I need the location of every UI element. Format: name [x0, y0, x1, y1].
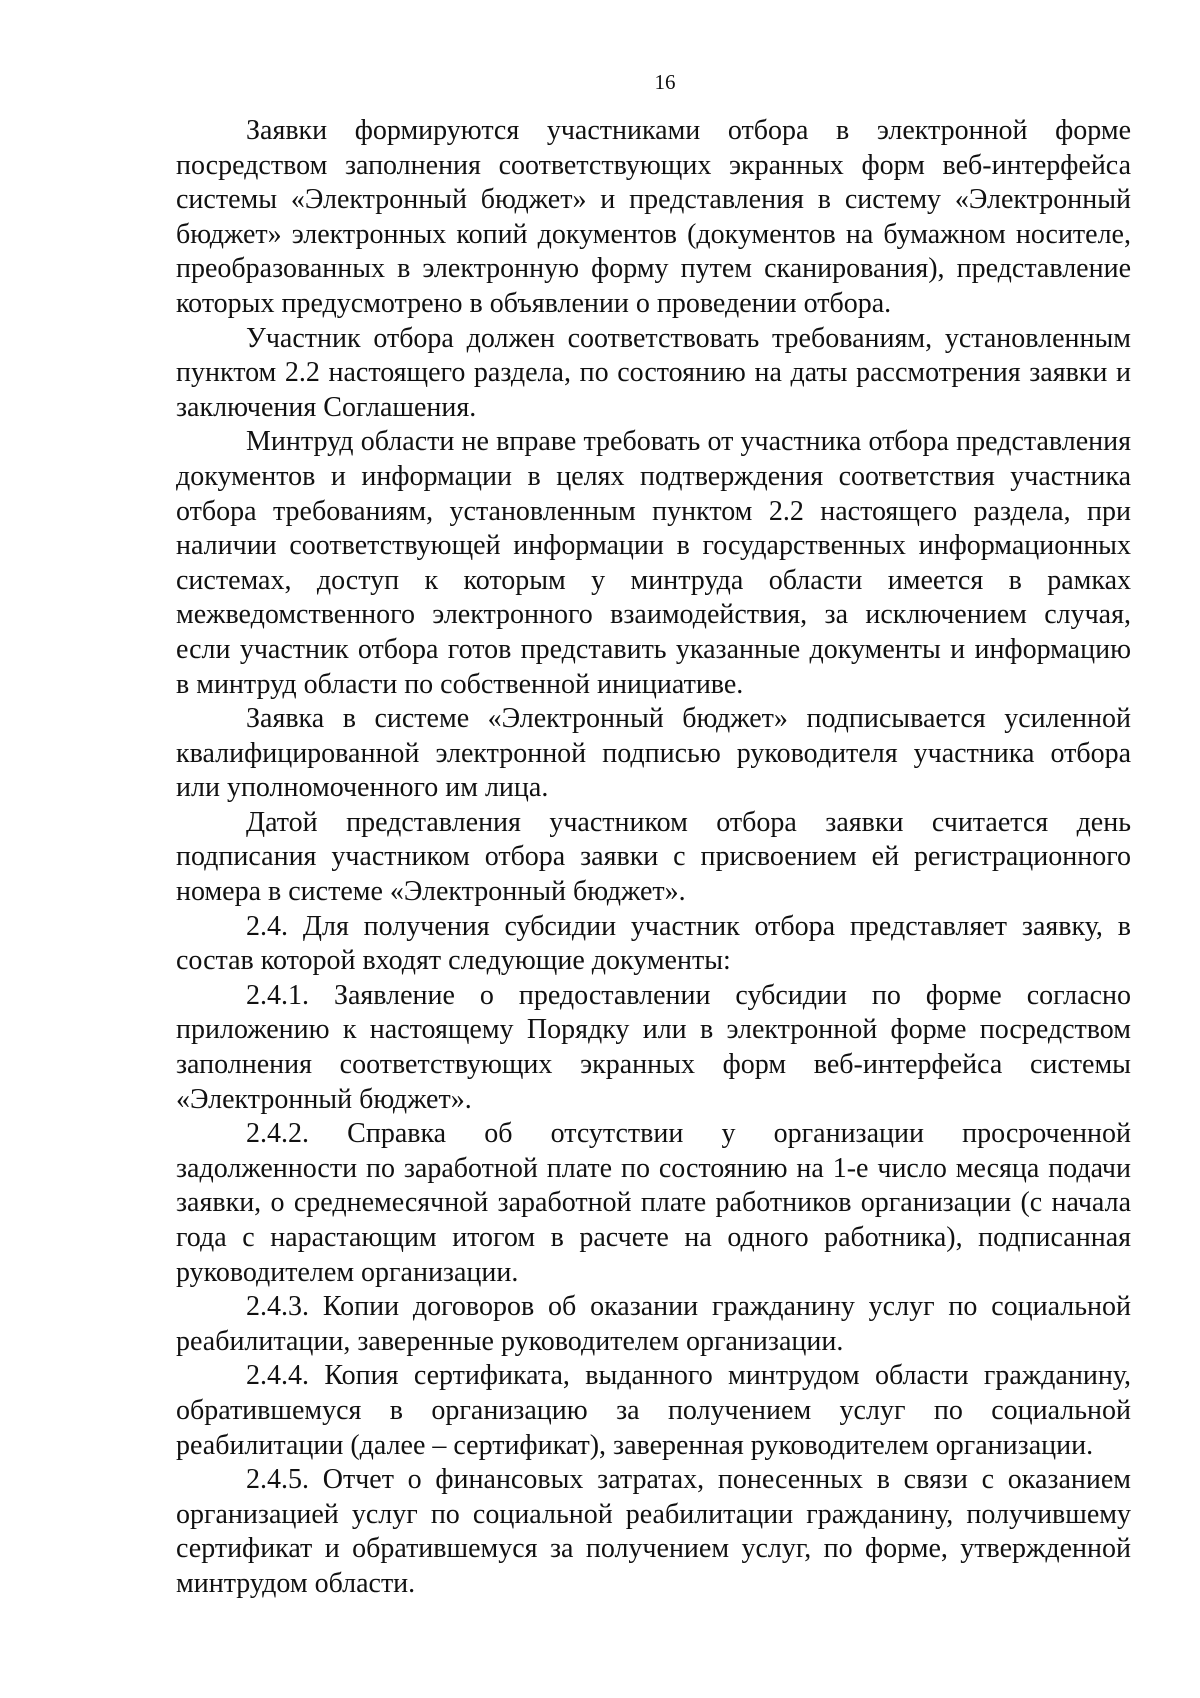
paragraph-section-2-4-2: 2.4.2. Справка об отсутствии у организации просроченной задолженности по заработной плате по состоянию на 1-е число месяца подачи заявки, о среднемесячной заработной плате работников организации (с начала года с нарастающим итогом в расчете на одного работника), подписанная руководителем организации. [176, 1118, 1131, 1288]
page-number: 16 [654, 70, 676, 94]
paragraph-submission-date: Датой представления участником отбора заявки считается день подписания участником отбора заявки с присвоением ей регистрационного номера в системе «Электронный бюджет». [176, 806, 1131, 908]
paragraph-application-signature: Заявка в системе «Электронный бюджет» подписывается усиленной квалифицированной электронной подписью руководителя участника отбора или уполномоченного им лица. [176, 703, 1131, 804]
paragraph-applications-submission: Заявки формируются участниками отбора в электронной форме посредством заполнения соответствующих экранных форм веб-интерфейса системы «Электронный бюджет» и представления в систему «Электронный бюджет» электронных копий документов (документов на бумажном носителе, преобразованных в электронную форму путем сканирования), представление которых предусмотрено в объявлении о проведении отбора. [176, 115, 1131, 319]
paragraph-section-2-4-4: 2.4.4. Копия сертификата, выданного минтрудом области гражданину, обратившемуся в организацию за получением услуг по социальной реабилитации (далее – сертификат), заверенная руководителем организации. [176, 1360, 1131, 1461]
paragraph-ministry-restrictions: Минтруд области не вправе требовать от участника отбора представления документов и информации в целях подтверждения соответствия участника отбора требованиям, установленным пунктом 2.2 настоящего раздела, при наличии соответствующей информации в государственных информационных системах, доступ к которым у минтруда области имеется в рамках межведомственного электронного взаимодействия, за исключением случая, если участник отбора готов представить указанные документы и информацию в минтруд области по собственной инициативе. [176, 426, 1131, 700]
paragraph-section-2-4-3: 2.4.3. Копии договоров об оказании гражданину услуг по социальной реабилитации, заверенные руководителем организации. [176, 1291, 1131, 1357]
paragraph-participant-requirements: Участник отбора должен соответствовать требованиям, установленным пунктом 2.2 настоящего раздела, по состоянию на даты рассмотрения заявки и заключения Соглашения. [176, 322, 1131, 423]
paragraph-section-2-4-1: 2.4.1. Заявление о предоставлении субсидии по форме согласно приложению к настоящему Порядку или в электронной форме посредством заполнения соответствующих экранных форм веб-интерфейса системы «Электронный бюджет». [176, 979, 1131, 1115]
document-body [176, 114, 1131, 1602]
paragraph-section-2-4: 2.4. Для получения субсидии участник отбора представляет заявку, в состав которой входят следующие документы: [176, 910, 1131, 977]
paragraph-section-2-4-5: 2.4.5. Отчет о финансовых затратах, понесенных в связи с оказанием организацией услуг по социальной реабилитации гражданину, получившему сертификат и обратившемуся за получением услуг, по форме, утвержденной минтрудом области. [176, 1464, 1131, 1599]
